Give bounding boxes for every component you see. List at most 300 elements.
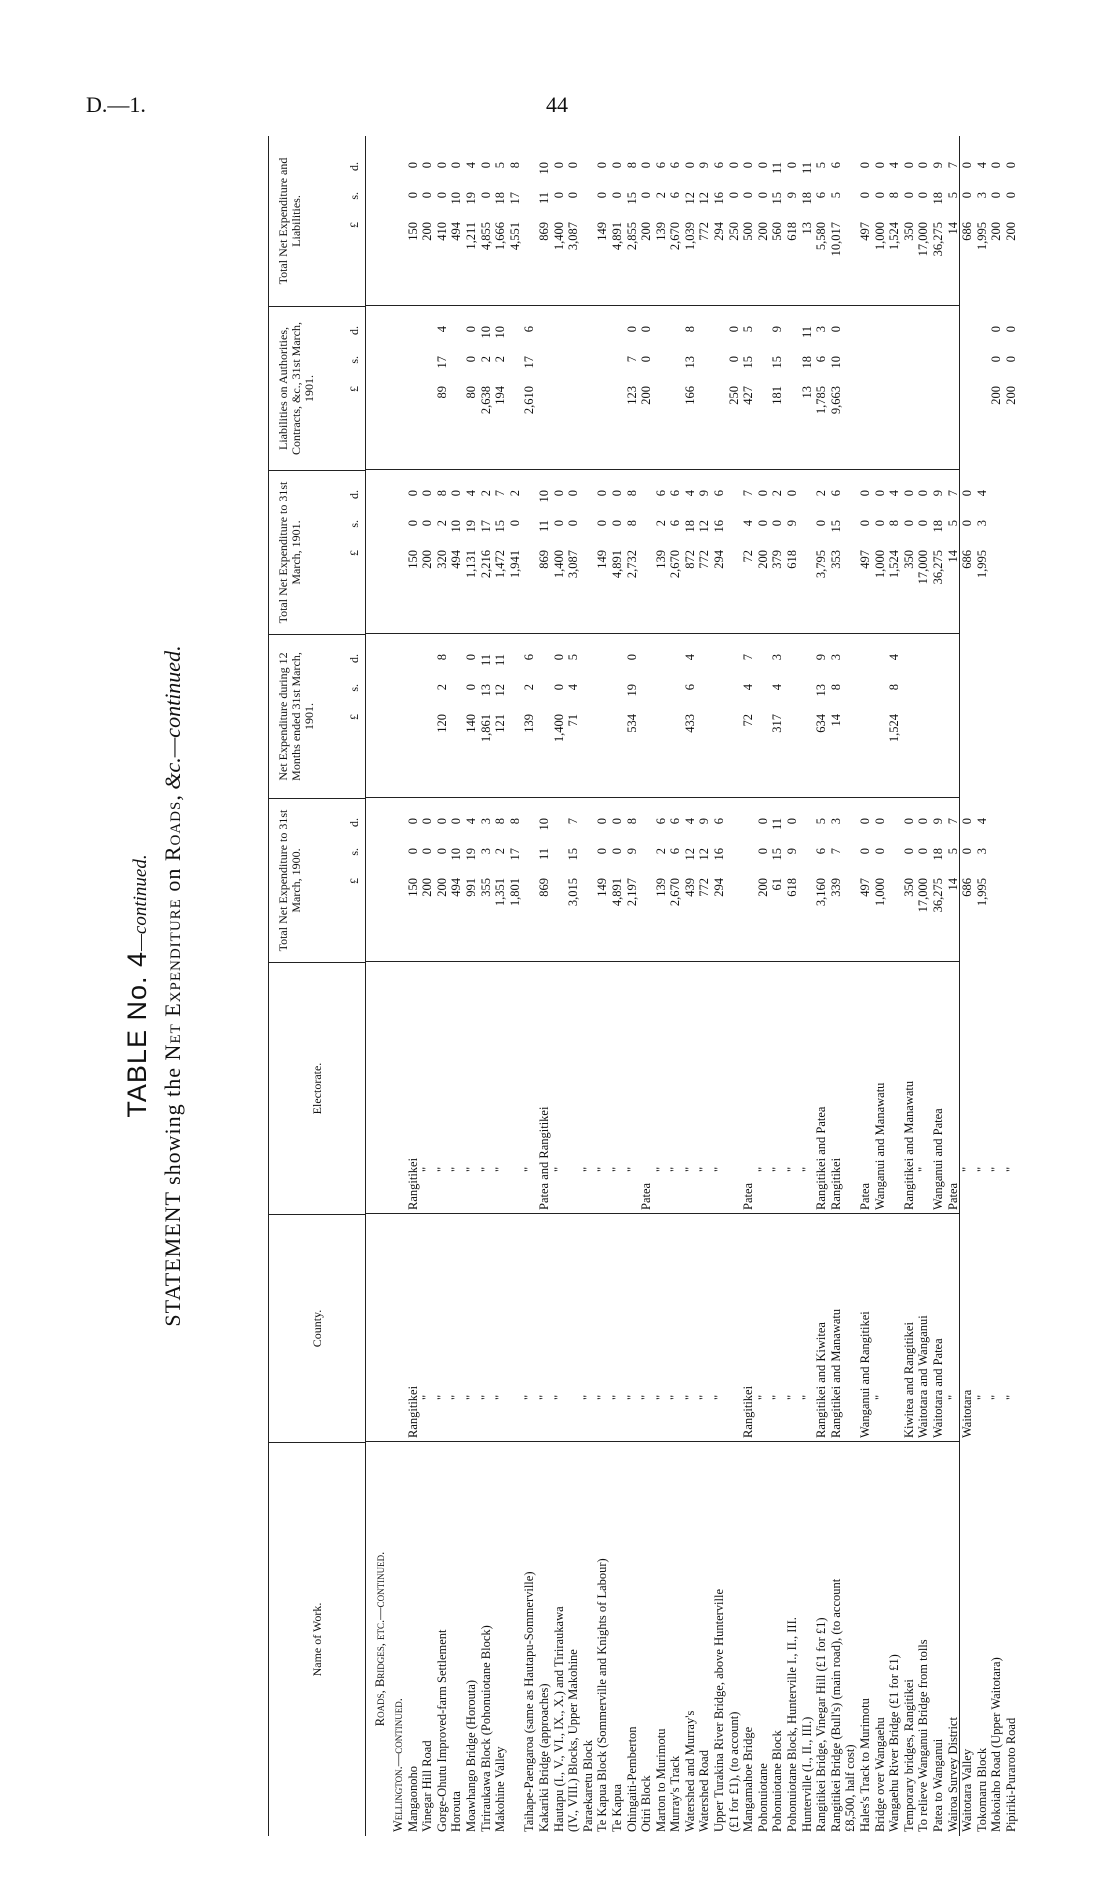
table-row	[697, 136, 712, 1836]
amount-e1900-shillings: 0	[434, 848, 449, 855]
amount-tot	[873, 162, 888, 300]
amount-e1901-pounds: 3,795	[814, 550, 829, 579]
subtitle-on: on	[160, 867, 185, 892]
electorate-cell: Patea and Rangitikei	[536, 1106, 551, 1210]
amount-liab	[814, 326, 829, 464]
table-row	[712, 136, 727, 1836]
amount-tot-pence: 0	[726, 162, 741, 169]
county-cell: "	[551, 1394, 566, 1400]
amount-e1901	[479, 490, 494, 628]
amount-e1900-shillings: 9	[624, 848, 639, 855]
amount-e1901-shillings: 0	[507, 520, 522, 527]
amount-e1901-pence: 6	[712, 490, 727, 497]
amount-tot-shillings: 0	[872, 192, 887, 199]
amount-e1900-pounds: 4,891	[609, 878, 624, 907]
table-row	[683, 136, 698, 1836]
amount-e1900	[814, 818, 829, 956]
amount-liab	[493, 326, 508, 464]
amount-e1900-shillings: 0	[901, 848, 916, 855]
amount-e1900	[829, 818, 844, 956]
amount-e1901-pounds: 350	[901, 550, 916, 569]
electorate-cell: Patea	[858, 1182, 872, 1210]
table-row	[814, 136, 829, 1836]
amount-e1900	[873, 818, 888, 956]
amount-e1901-pounds: 686	[960, 550, 975, 569]
amount-tot	[975, 162, 990, 300]
amount-liab-pounds: 80	[463, 386, 478, 399]
work-name: Te Kapua	[609, 1783, 624, 1832]
amount-e1900-pence: 8	[493, 818, 508, 825]
amount-e1901-pounds: 1,131	[463, 550, 478, 579]
amount-e1901	[873, 490, 888, 628]
amount-tot	[858, 162, 873, 300]
amount-e12-shillings: 2	[522, 684, 537, 691]
amount-e12-pence: 3	[770, 654, 785, 661]
amount-e1900-pounds: 618	[785, 878, 800, 897]
amount-tot-pounds: 36,275	[930, 222, 945, 257]
electorate-cell: "	[799, 1166, 814, 1172]
amount-liab-pence: 0	[828, 326, 843, 333]
amount-tot	[887, 162, 902, 300]
amount-e1900-pounds: 350	[901, 878, 916, 897]
amount-e12-shillings: 19	[624, 684, 639, 697]
amount-tot	[493, 162, 508, 300]
amount-tot-pence: 0	[960, 162, 975, 169]
amount-tot-pence: 0	[405, 162, 420, 169]
currency-pence: d.	[347, 490, 361, 499]
amount-tot	[712, 162, 727, 300]
county-cell: "	[639, 1394, 654, 1400]
amount-e1901-pence: 9	[930, 490, 945, 497]
amount-tot-pence: 0	[595, 162, 610, 169]
amount-tot-pence: 0	[420, 162, 435, 169]
amount-e1901-pence: 2	[814, 490, 829, 497]
amount-e12-pounds: 317	[770, 714, 785, 733]
amount-liab	[683, 326, 698, 464]
district-heading-row	[391, 136, 406, 1836]
amount-e1901	[552, 490, 567, 628]
amount-e1900-shillings: 19	[463, 848, 478, 861]
amount-e12-pounds: 1,400	[551, 714, 566, 743]
amount-tot-pence: 0	[901, 162, 916, 169]
amount-e1901-pence: 6	[653, 490, 668, 497]
electorate-cell: "	[609, 1166, 624, 1172]
table-row	[989, 136, 1004, 1836]
amount-e1900	[610, 818, 625, 956]
subtitle-suffix: , &c.	[160, 757, 185, 801]
amount-e1901	[683, 490, 698, 628]
amount-e1901-shillings: 8	[887, 520, 902, 527]
amount-e12	[479, 654, 494, 792]
amount-tot-shillings: 0	[989, 192, 1004, 199]
amount-tot	[829, 162, 844, 300]
amount-liab-pence: 10	[478, 326, 493, 339]
amount-liab-shillings: 0	[726, 356, 741, 363]
amount-e1901-pounds: 150	[405, 550, 420, 569]
amount-e1901-shillings: 11	[536, 520, 551, 533]
county-cell: Waitotara and Patea	[930, 1338, 945, 1438]
amount-liab	[522, 326, 537, 464]
amount-e12-pounds: 120	[434, 714, 449, 733]
amount-tot-pence: 0	[449, 162, 464, 169]
amount-e1901-pounds: 200	[755, 550, 770, 569]
amount-e1901-pounds: 72	[741, 550, 756, 563]
currency-shilling: s.	[347, 848, 361, 856]
amount-tot-shillings: 0	[595, 192, 610, 199]
amount-tot-shillings: 0	[726, 192, 741, 199]
amount-e12-pence: 5	[566, 654, 581, 661]
amount-e1901-pounds: 2,732	[624, 550, 639, 579]
amount-e1901-pounds: 14	[945, 550, 960, 563]
amount-tot-pence: 4	[463, 162, 478, 169]
amount-tot-pence: 4	[887, 162, 902, 169]
county-cell: Kiwitea and Rangitikei	[901, 1322, 916, 1438]
county-cell: "	[974, 1394, 989, 1400]
amount-liab-pence: 5	[741, 326, 756, 333]
amount-e1901	[625, 490, 640, 628]
amount-liab	[770, 326, 785, 464]
amount-e1901	[902, 490, 917, 628]
amount-e1901-shillings: 0	[960, 520, 975, 527]
page-number: 44	[546, 92, 568, 117]
col-electorate-header: Electorate.	[269, 962, 365, 1214]
amount-e1900-pence: 8	[507, 818, 522, 825]
table-row	[873, 136, 888, 1836]
subtitle-caps: Net Expenditure	[160, 898, 185, 1061]
amount-tot-pounds: 3,087	[566, 222, 581, 251]
amount-e1901-pence: 7	[493, 490, 508, 497]
amount-tot-pence: 0	[741, 162, 756, 169]
currency-pound: £	[347, 878, 361, 884]
table-row	[946, 136, 961, 1836]
amount-e1900-pence: 5	[814, 818, 829, 825]
amount-e1901-pounds: 1,472	[493, 550, 508, 579]
amount-tot-pounds: 200	[420, 222, 435, 241]
amount-e1901-pence: 0	[785, 490, 800, 497]
amount-e1900-shillings: 9	[785, 848, 800, 855]
amount-e1901-pounds: 320	[434, 550, 449, 569]
amount-e12-pence: 4	[887, 654, 902, 661]
work-name: Tokomaru Block	[974, 1747, 989, 1832]
amount-tot-pounds: 410	[434, 222, 449, 241]
col-liab-header: Liabilities on Authorities, Contracts, &c., 31st March, 1901.	[269, 306, 365, 470]
table-row	[829, 136, 844, 1836]
amount-e1900	[668, 818, 683, 956]
amount-tot	[479, 162, 494, 300]
amount-tot	[683, 162, 698, 300]
amount-e1901-pence: 0	[420, 490, 435, 497]
amount-e12-pence: 6	[522, 654, 537, 661]
amount-liab-shillings: 7	[624, 356, 639, 363]
amount-liab-pounds: 1,785	[814, 386, 829, 415]
electorate-cell: "	[463, 1166, 478, 1172]
amount-e1900-pounds: 1,000	[872, 878, 887, 907]
electorate-cell: "	[434, 1166, 449, 1172]
amount-tot-pounds: 1,666	[493, 222, 508, 251]
amount-tot-shillings: 9	[785, 192, 800, 199]
work-name: Upper Turakina River Bridge, above Hunterville	[712, 1588, 727, 1832]
amount-e1900-pounds: 439	[682, 878, 697, 897]
amount-e1900-pounds: 17,000	[916, 878, 931, 913]
amount-liab-pence: 4	[434, 326, 449, 333]
work-name: Mangaonoho	[405, 1766, 420, 1832]
amount-e1901-pounds: 1,000	[872, 550, 887, 579]
amount-e1900-shillings: 0	[858, 848, 872, 855]
amount-liab	[829, 326, 844, 464]
amount-e1900-pounds: 61	[770, 878, 785, 891]
amount-tot-pence: 0	[785, 162, 800, 169]
amount-e1901-pence: 0	[916, 490, 931, 497]
amount-tot-shillings: 18	[799, 192, 814, 205]
amount-e1901-shillings: 10	[449, 520, 464, 533]
electorate-cell: "	[712, 1166, 727, 1172]
amount-tot-pence: 0	[478, 162, 493, 169]
county-cell: "	[624, 1394, 639, 1400]
amount-e1900-pence: 9	[930, 818, 945, 825]
county-cell: "	[493, 1394, 508, 1400]
amount-e1901-shillings: 0	[901, 520, 916, 527]
amount-e1900	[858, 818, 873, 956]
work-name: Horouta	[449, 1791, 464, 1832]
amount-tot-shillings: 15	[624, 192, 639, 205]
table-row	[449, 136, 464, 1836]
electorate-cell: Rangitikei	[828, 1157, 843, 1210]
work-name: Taihape-Paengaroa (same as Hautapu-Sommerville)	[522, 1571, 537, 1832]
amount-liab-pounds: 2,610	[522, 386, 537, 415]
amount-liab-shillings: 2	[478, 356, 493, 363]
amount-e1901-pounds: 1,400	[551, 550, 566, 579]
amount-e1901-pence: 2	[478, 490, 493, 497]
amount-liab-shillings: 0	[463, 356, 478, 363]
amount-e1900-pounds: 355	[478, 878, 493, 897]
amount-e1900-pence: 7	[945, 818, 960, 825]
work-name: Pohonuiotane	[755, 1763, 770, 1832]
county-cell: "	[682, 1394, 697, 1400]
amount-e1901-shillings: 0	[405, 520, 420, 527]
amount-tot-pence: 6	[828, 162, 843, 169]
amount-tot	[595, 162, 610, 300]
work-name: Hunterville (I., II., III.)	[799, 1716, 814, 1832]
amount-e1900-shillings: 0	[609, 848, 624, 855]
amount-e1901-pence: 6	[668, 490, 683, 497]
table-row	[785, 136, 800, 1836]
amount-e1901-pounds: 379	[770, 550, 785, 569]
amount-e1900-shillings: 15	[770, 848, 785, 861]
amount-e1900-shillings: 16	[712, 848, 727, 861]
electorate-cell: "	[624, 1166, 639, 1172]
county-cell: "	[536, 1394, 551, 1400]
amount-e1900-pence: 4	[974, 818, 989, 825]
county-cell: "	[595, 1394, 610, 1400]
electorate-cell: "	[697, 1166, 712, 1172]
work-name: Hales's Track to Murimotu	[858, 1698, 872, 1832]
county-cell: "	[785, 1394, 800, 1400]
amount-tot-shillings: 0	[478, 192, 493, 199]
amount-liab-pounds: 194	[493, 386, 508, 405]
work-name: Pohonuiotane Block	[770, 1730, 785, 1832]
work-name: (£1 for £1), (to account)	[726, 1711, 741, 1832]
amount-e1900-pounds: 139	[653, 878, 668, 897]
amount-tot-pence: 6	[668, 162, 683, 169]
amount-tot-shillings: 0	[639, 192, 654, 199]
amount-tot-pounds: 200	[639, 222, 654, 241]
electorate-cell: Rangitikei and Manawatu	[901, 1080, 916, 1210]
amount-tot-pounds: 4,551	[507, 222, 522, 251]
amount-tot-pounds: 250	[726, 222, 741, 241]
amount-e1900-shillings: 10	[449, 848, 464, 861]
amount-tot-pence: 4	[974, 162, 989, 169]
amount-liab-pence: 0	[463, 326, 478, 333]
amount-e1900-shillings: 0	[872, 848, 887, 855]
amount-tot	[508, 162, 523, 300]
work-name: Makohine Valley	[493, 1746, 508, 1832]
work-name: Watershed Road	[697, 1750, 712, 1832]
amount-e12-pounds: 534	[624, 714, 639, 733]
amount-e1901-shillings: 0	[755, 520, 770, 527]
amount-e12-shillings: 0	[463, 684, 478, 691]
amount-e1901	[741, 490, 756, 628]
col-county-header: County.	[269, 1214, 365, 1442]
amount-e1901-pounds: 36,275	[930, 550, 945, 585]
amount-e1900	[712, 818, 727, 956]
amount-e1901-shillings: 0	[609, 520, 624, 527]
amount-e1901-pence: 6	[828, 490, 843, 497]
amount-e12-shillings: 6	[682, 684, 697, 691]
county-cell: "	[872, 1394, 887, 1400]
amount-tot-shillings: 16	[712, 192, 727, 205]
amount-e1900	[960, 818, 975, 956]
amount-tot-pounds: 1,039	[682, 222, 697, 251]
amount-e1900	[625, 818, 640, 956]
work-name: Wangaehu River Bridge (£1 for £1)	[887, 1654, 902, 1832]
currency-pence: d.	[347, 818, 361, 827]
amount-e1901-pence: 4	[974, 490, 989, 497]
amount-liab-shillings: 0	[639, 356, 654, 363]
amount-e1901	[654, 490, 669, 628]
amount-e1900	[931, 818, 946, 956]
currency-header-tot	[347, 162, 362, 300]
amount-e1900	[916, 818, 931, 956]
amount-e1901-shillings: 9	[785, 520, 800, 527]
amount-tot-pounds: 200	[1003, 222, 1018, 241]
amount-tot	[610, 162, 625, 300]
table-row	[639, 136, 654, 1836]
amount-e1900-pence: 0	[609, 818, 624, 825]
amount-e1900-pounds: 686	[960, 878, 975, 897]
amount-e1901-pounds: 17,000	[916, 550, 931, 585]
amount-e1901	[960, 490, 975, 628]
amount-e1901	[931, 490, 946, 628]
county-cell: "	[609, 1394, 624, 1400]
table-subtitle	[158, 136, 188, 1836]
amount-liab-pounds: 200	[1003, 386, 1018, 405]
currency-pound: £	[347, 386, 361, 392]
amount-e12	[493, 654, 508, 792]
amount-e12	[435, 654, 450, 792]
amount-e1901	[493, 490, 508, 628]
amount-tot-pence: 7	[945, 162, 960, 169]
amount-tot-pounds: 200	[989, 222, 1004, 241]
amount-e1900-pence: 8	[624, 818, 639, 825]
amount-e1901-shillings: 19	[463, 520, 478, 533]
electorate-cell: "	[522, 1166, 537, 1172]
county-cell: "	[463, 1394, 478, 1400]
amount-e1900	[785, 818, 800, 956]
amount-e1900	[654, 818, 669, 956]
amount-e1900-pence: 4	[463, 818, 478, 825]
amount-e1900	[493, 818, 508, 956]
amount-tot	[741, 162, 756, 300]
amount-e1901-shillings: 18	[682, 520, 697, 533]
table-title	[120, 136, 158, 1836]
amount-e1900-pence: 0	[901, 818, 916, 825]
amount-e1901-pence: 0	[755, 490, 770, 497]
currency-header-liab	[347, 326, 362, 464]
amount-e12-pounds: 1,861	[478, 714, 493, 743]
amount-e1900-pounds: 200	[755, 878, 770, 897]
amount-tot-pounds: 560	[770, 222, 785, 241]
col-exp1900-header: Total Net Expenditure to 31st March, 1900.	[269, 798, 365, 962]
amount-tot-shillings: 0	[609, 192, 624, 199]
amount-tot-pounds: 500	[741, 222, 756, 241]
amount-e12-shillings: 13	[478, 684, 493, 697]
electorate-cell: Patea	[945, 1182, 960, 1210]
amount-e1900-pounds: 2,670	[668, 878, 683, 907]
amount-e12-pence: 4	[682, 654, 697, 661]
amount-tot	[989, 162, 1004, 300]
amount-e1900-pence: 10	[536, 818, 551, 831]
amount-e1900-pence: 0	[785, 818, 800, 825]
amount-e1900	[946, 818, 961, 956]
county-cell: Rangitikei	[741, 1385, 756, 1438]
work-name: Te Kapua Block (Sommerville and Knights of Labour)	[595, 1558, 610, 1832]
table-row	[610, 136, 625, 1836]
amount-tot-pounds: 1,995	[974, 222, 989, 251]
amount-e12-pounds: 121	[493, 714, 508, 733]
amount-liab-shillings: 10	[828, 356, 843, 369]
amount-tot-pounds: 2,855	[624, 222, 639, 251]
amount-e1901	[858, 490, 873, 628]
amount-e12-pounds: 433	[682, 714, 697, 733]
amount-e1900-pounds: 2,197	[624, 878, 639, 907]
amount-e1900	[449, 818, 464, 956]
amount-tot	[420, 162, 435, 300]
rotated-table-page	[118, 136, 1018, 1836]
amount-e1901-pounds: 494	[449, 550, 464, 569]
amount-liab-pence: 0	[624, 326, 639, 333]
amount-e12	[829, 654, 844, 792]
table-row	[493, 136, 508, 1836]
work-name: Mangamahoe Bridge	[741, 1726, 756, 1832]
amount-e1900-pounds: 150	[405, 878, 420, 897]
table-row	[960, 136, 975, 1836]
amount-e1900	[464, 818, 479, 956]
amount-e12-shillings: 4	[770, 684, 785, 691]
amount-e1900	[435, 818, 450, 956]
electorate-cell: Wanganui and Manawatu	[872, 1082, 887, 1210]
amount-e1901	[406, 490, 421, 628]
amount-tot-pounds: 1,211	[463, 222, 478, 250]
amount-e1901-shillings: 8	[624, 520, 639, 527]
district-heading: Wellington.—continued.	[391, 1698, 405, 1832]
amount-liab	[479, 326, 494, 464]
amount-e1901	[829, 490, 844, 628]
amount-e1900-shillings: 3	[974, 848, 989, 855]
amount-liab	[800, 326, 815, 464]
amount-liab	[741, 326, 756, 464]
amount-e1901	[916, 490, 931, 628]
amount-tot-shillings: 0	[551, 192, 566, 199]
